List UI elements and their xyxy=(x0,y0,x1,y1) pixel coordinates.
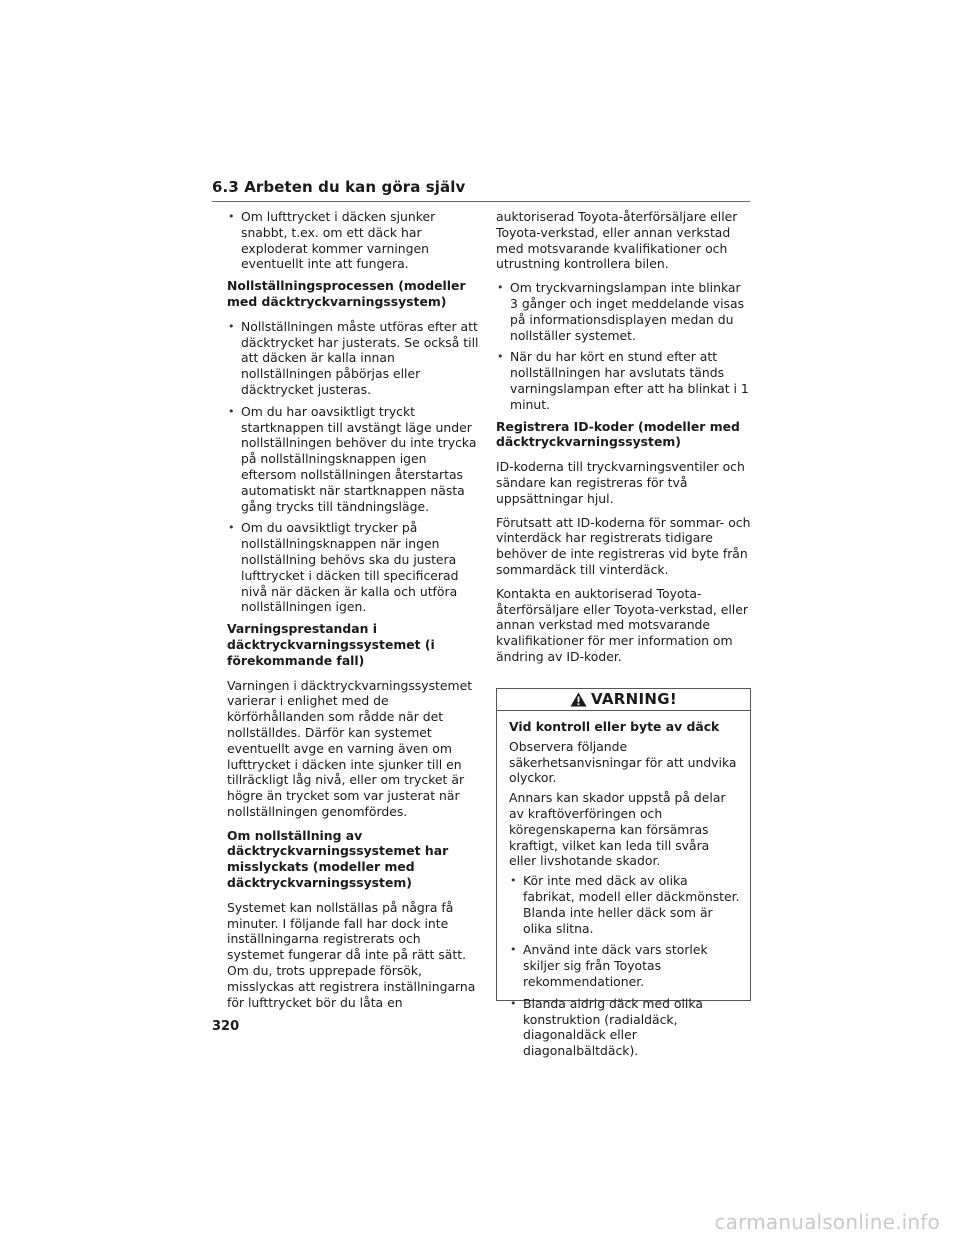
warning-body xyxy=(497,711,750,1059)
paragraph-continued: auktoriserad Toyota-återförsäljare eller Toyota-verkstad, eller annan verkstad med motsvarande kvalifikationer och utrustning kontrollera bilen. xyxy=(496,209,738,272)
paragraph-reset-failed: Systemet kan nollställas på några få minuter. I följande fall har dock inte inställningarna registrerats och systemet fungerar då inte på rätt sätt. Om du, trots upprepade försök, misslyckas att registrera inställningarna för lufttrycket bör du låta en xyxy=(227,899,476,1010)
list-item: • Om du har oavsiktligt tryckt startknappen till avstängt läge under nollställningen behöver du inte trycka på nollställningsknappen igen eftersom nollställningen återstartas automatiskt när startknappen nästa gång trycks till tändningsläge. xyxy=(227,404,480,515)
list-item: • Nollställningen måste utföras efter att däcktrycket har justerats. Se också till att däcken är kalla innan nollställningen påbörjas eller däcktrycket justeras. xyxy=(227,319,480,398)
left-column xyxy=(227,209,480,1018)
warning-triangle-icon xyxy=(570,692,587,707)
heading-reset-failed: Om nollställning av däcktryckvarningssystemet har misslyckats (modeller med däcktryckvarningssystem) xyxy=(227,827,449,891)
heading-reset-process: Nollställningsprocessen (modeller med däcktryckvarningssystem) xyxy=(227,278,466,309)
watermark: carmanualsonline.info xyxy=(714,1210,940,1234)
warning-header xyxy=(497,689,750,711)
failure-bullet-list xyxy=(496,280,751,412)
list-item: • Blanda aldrig däck med olika konstruktion (radialdäck, diagonaldäck eller diagonalbältdäck). xyxy=(509,996,740,1059)
warning-paragraph-1: Observera följande säkerhetsanvisningar för att undvika olyckor. xyxy=(509,738,737,786)
list-item: • Om lufttrycket i däcken sjunker snabbt, t.ex. om ett däck har exploderat kommer varningen eventuellt inte att fungera. xyxy=(227,209,480,272)
list-item: • Använd inte däck vars storlek skiljer sig från Toyotas rekommendationer. xyxy=(509,942,740,989)
list-item: • Kör inte med däck av olika fabrikat, modell eller däckmönster. Blanda inte heller däck som är olika slitna. xyxy=(509,873,740,936)
paragraph-warning-performance: Varningen i däcktryckvarningssystemet varierar i enlighet med de körförhållanden som rådde när det nollställdes. Därför kan systemet eventuellt avge en varning även om lufttrycket i däcken inte sjunker till en tillräckligt låg nivå, eller om trycket är högre än trycket som var justerat när nollställningen genomfördes. xyxy=(227,677,473,819)
right-column xyxy=(496,209,751,673)
warning-heading: Vid kontroll eller byte av däck xyxy=(509,719,720,734)
paragraph-id-codes: ID-koderna till tryckvarningsventiler och sändare kan registreras för två uppsättningar hjul. xyxy=(496,459,745,506)
list-item: • Om tryckvarningslampan inte blinkar 3 gånger och inget meddelande visas på informationsdisplayen medan du nollställer systemet. xyxy=(496,280,751,343)
list-item: • När du har kört en stund efter att nollställningen har avslutats tänds varningslampan efter att ha blinkat i 1 minut. xyxy=(496,349,751,412)
section-title: 6.3 Arbeten du kan göra själv xyxy=(212,178,466,196)
page-number: 320 xyxy=(212,1019,240,1034)
intro-bullet-list xyxy=(227,209,480,272)
heading-register-id: Registrera ID-koder (modeller med däcktryckvarningssystem) xyxy=(496,418,740,450)
warning-paragraph-2: Annars kan skador uppstå på delar av kraftöverföringen och köregenskaperna kan försämras kraftigt, vilket kan leda till svåra eller livshotande skador. xyxy=(509,790,726,869)
list-item: • Om du oavsiktligt trycker på nollställningsknappen när ingen nollställning behövs ska du justera lufttrycket i däcken till specificerad nivå när däcken är kalla och utföra nollställningen igen. xyxy=(227,520,480,615)
paragraph-contact: Kontakta en auktoriserad Toyota-återförsäljare eller Toyota-verkstad, eller annan verkstad med motsvarande kvalifikationer för mer information om ändring av ID-koder. xyxy=(496,585,748,664)
paragraph-summer-winter: Förutsatt att ID-koderna för sommar- och vinterdäck har registrerats tidigare behöver de inte registreras vid byte från sommardäck till vinterdäck. xyxy=(496,514,751,577)
warning-bullet-list xyxy=(509,873,740,1059)
reset-bullet-list xyxy=(227,319,480,615)
warning-box xyxy=(496,688,751,1059)
heading-warning-performance: Varningsprestandan i däcktryckvarningssystemet (i förekommande fall) xyxy=(227,621,435,668)
warning-label: VARNING! xyxy=(591,689,677,708)
section-header xyxy=(212,178,750,202)
